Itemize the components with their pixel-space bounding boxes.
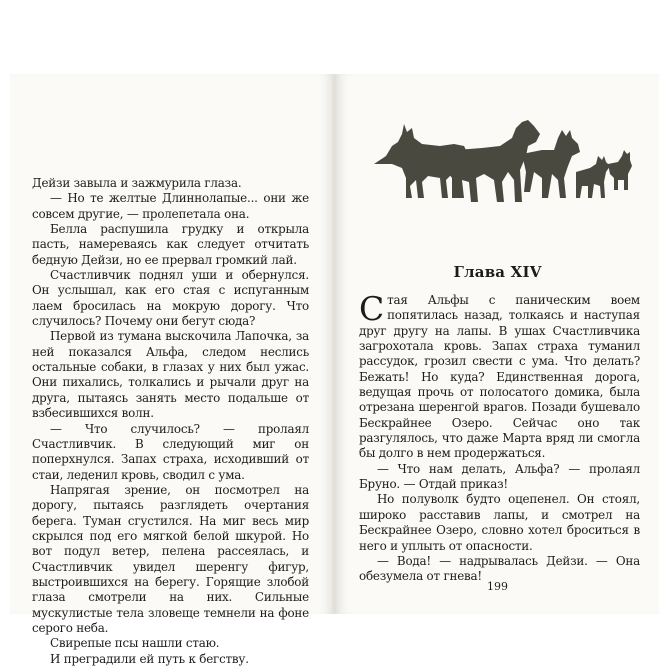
paragraph: Напрягая зрение, он посмотрел на дорогу, пытаясь разглядеть очертания берега. Туман сгустился. На миг весь мир скрылся под его мягкой белой шкурой. Но вот подул ветер, пелена рассеялась, и Счастливчик увидел шеренгу фигур, выстроившихся на берегу. Горящие злобой глаза смотрели на них. Сильные мускулистые тела зловеще темнели на фоне серого неба.: [32, 482, 309, 635]
first-paragraph-text: тая Альфы с паническим воем попятилась назад, толкаясь и наступая друг другу на лапы. В ушах Счастливчика загрохотала кровь. Запах страха туманил рассудок, грозил свести с ума. Что делать? Бежать! Но куда? Единственная дорога, ведущая прочь от полосатого домика, была отрезана шеренгой врагов. Позади бушевало Бескрайнее Озеро. Сейчас оно так разгулялось, что даже Марта вряд ли смогла бы долго в нем продержаться.: [359, 293, 640, 461]
paragraph: — Но те желтые Длиннолапые... они же совсем другие, — пролепетала она.: [32, 191, 309, 221]
left-page-text: [32, 176, 309, 667]
paragraph: Свирепые псы нашли стаю.: [50, 636, 220, 651]
paragraph: Счастливчик поднял уши и обернулся. Он услышал, как его стая с испуганным лаем бросилась на мокрую дорогу. Что случилось? Почему они бегут сюда?: [32, 268, 309, 329]
paragraph: — Что случилось? — пролаял Счастливчик. В следующий миг он поперхнулся. Запах страха, исходивший от стаи, леденил кровь, сводил с ума.: [32, 421, 309, 482]
paragraph: — Что нам делать, Альфа? — пролаял Бруно. — Отдай приказ!: [359, 461, 640, 492]
chapter-title: Глава XIV: [453, 263, 542, 281]
paragraph: Дейзи завыла и зажмурила глаза.: [32, 176, 242, 190]
paragraph: Но полуволк будто оцепенел. Он стоял, широко расставив лапы, и смотрел на Бескрайнее Озеро, словно хотел броситься в него и уплыть от опасности.: [359, 492, 640, 553]
first-paragraph: [359, 289, 640, 462]
paragraph: — Вода! — надрывалась Дейзи. — Она обезумела от гнева!: [359, 553, 640, 584]
paragraph: Первой из тумана выскочила Лапочка, за ней показался Альфа, следом неслись остальные собаки, в глазах у них был ужас. Они пихались, толкались и рычали друг на друга, пытаясь занять место подальше от взбесившихся волн.: [32, 329, 309, 421]
paragraph: И преградили ей путь к бегству.: [50, 651, 249, 666]
cub-silhouette: [608, 150, 632, 190]
right-page-text: [359, 289, 640, 585]
wolf-pack-illustration: [372, 94, 632, 212]
left-page: [10, 74, 333, 666]
drop-cap: С: [359, 289, 385, 328]
page-number: 199: [487, 580, 508, 593]
paragraph: Белла распушила грудку и открыла пасть, намереваясь как следует отчитать бедную Дейзи, но ее прервал громкий лай.: [32, 222, 309, 267]
right-page: [336, 74, 659, 614]
cub-silhouette: [576, 156, 610, 198]
